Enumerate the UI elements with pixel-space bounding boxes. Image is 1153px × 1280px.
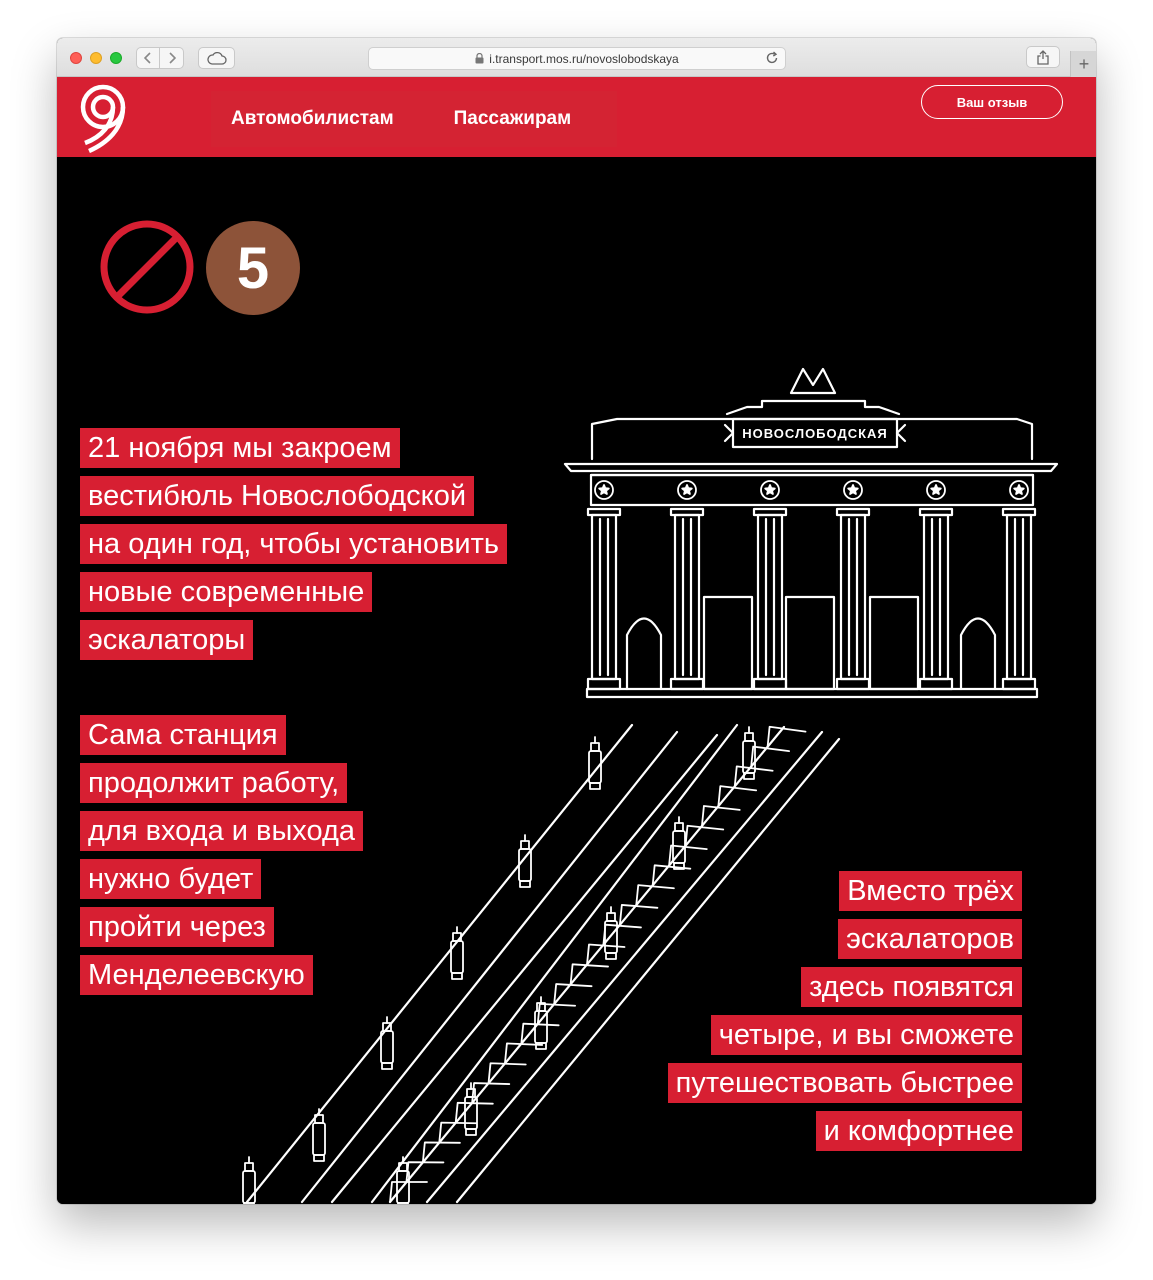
operation-line: продолжит работу,	[80, 763, 347, 803]
share-button[interactable]	[1026, 46, 1060, 68]
metro-line-badge: 5	[206, 221, 300, 315]
cloud-icon	[207, 52, 227, 65]
escalator-line: четыре, и вы сможете	[711, 1015, 1022, 1055]
new-tab-button[interactable]: +	[1070, 51, 1096, 77]
escalator-notice	[668, 871, 1022, 1159]
operation-line: нужно будет	[80, 859, 261, 899]
lock-icon	[475, 53, 484, 64]
main-nav	[211, 91, 617, 147]
closure-line: вестибюль Новослободской	[80, 476, 474, 516]
station-sign-text: НОВОСЛОБОДСКАЯ	[742, 426, 888, 441]
closure-line: новые современные	[80, 572, 372, 612]
closure-line: эскалаторы	[80, 620, 253, 660]
escalator-line: Вместо трёх	[839, 871, 1022, 911]
closure-line: 21 ноября мы закроем	[80, 428, 400, 468]
feedback-button[interactable]: Ваш отзыв	[921, 85, 1063, 119]
browser-titlebar	[57, 38, 1096, 77]
icloud-tabs-button[interactable]	[198, 47, 235, 69]
escalator-line: эскалаторов	[838, 919, 1022, 959]
station-operation-notice	[80, 715, 363, 1003]
browser-window	[57, 38, 1096, 1204]
zoom-window-button[interactable]	[110, 52, 122, 64]
page-content	[57, 157, 1096, 1204]
closure-line: на один год, чтобы установить	[80, 524, 507, 564]
chevron-right-icon	[168, 52, 176, 64]
operation-line: Сама станция	[80, 715, 286, 755]
nav-passengers[interactable]: Пассажирам	[453, 108, 572, 129]
chevron-left-icon	[144, 52, 152, 64]
reload-icon[interactable]	[765, 51, 779, 65]
site-header	[57, 77, 1096, 157]
nav-motorists[interactable]: Автомобилистам	[231, 108, 394, 129]
forward-button[interactable]	[160, 47, 184, 69]
escalator-line: и комфортнее	[816, 1111, 1022, 1151]
escalator-line: здесь появятся	[801, 967, 1022, 1007]
operation-line: для входа и выхода	[80, 811, 363, 851]
close-window-button[interactable]	[70, 52, 82, 64]
operation-line: пройти через	[80, 907, 274, 947]
back-button[interactable]	[136, 47, 160, 69]
operation-line: Менделеевскую	[80, 955, 313, 995]
no-entry-icon	[100, 220, 194, 314]
moscow-transport-logo-icon[interactable]	[75, 81, 139, 153]
minimize-window-button[interactable]	[90, 52, 102, 64]
closure-notice	[80, 428, 507, 668]
escalator-line: путешествовать быстрее	[668, 1063, 1022, 1103]
url-text: i.transport.mos.ru/novoslobodskaya	[489, 51, 679, 66]
share-icon	[1037, 50, 1049, 65]
address-bar[interactable]	[368, 47, 786, 70]
